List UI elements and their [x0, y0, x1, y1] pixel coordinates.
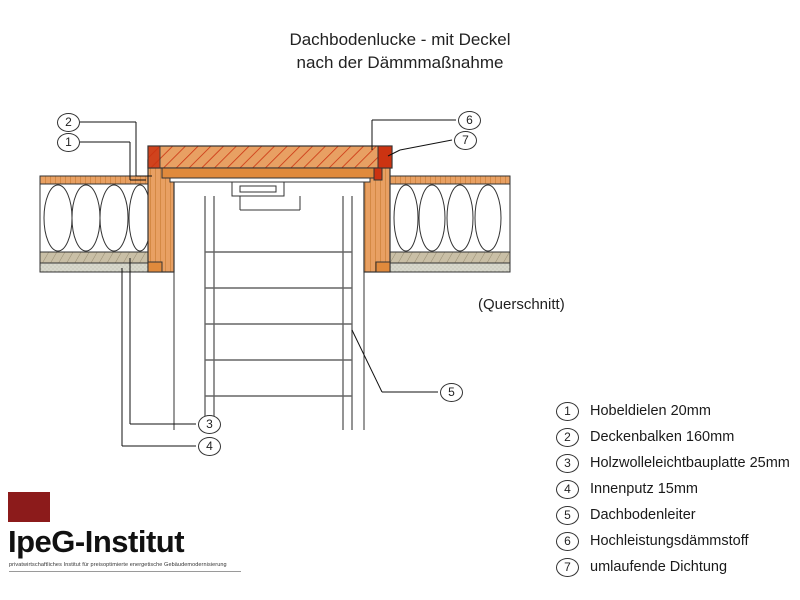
- legend-label: Dachbodenleiter: [590, 507, 696, 523]
- legend-number: 1: [556, 402, 579, 421]
- legend-number: 7: [556, 558, 579, 577]
- legend: [556, 398, 800, 580]
- legend-label: Holzwolleleichtbauplatte 25mm: [590, 455, 790, 471]
- legend-label: Innenputz 15mm: [590, 481, 699, 497]
- legend-label: Deckenbalken 160mm: [590, 429, 735, 445]
- logo: [6, 492, 256, 572]
- legend-item: [556, 450, 800, 476]
- legend-number: 4: [556, 480, 579, 499]
- legend-item: [556, 476, 800, 502]
- legend-item: [556, 424, 800, 450]
- callout-5: 5: [440, 383, 463, 402]
- legend-item: [556, 398, 800, 424]
- legend-number: 6: [556, 532, 579, 551]
- legend-label: Hobeldielen 20mm: [590, 403, 711, 419]
- legend-label: umlaufende Dichtung: [590, 559, 728, 575]
- callout-3: 3: [198, 415, 221, 434]
- callout-1: 1: [57, 133, 80, 152]
- legend-number: 3: [556, 454, 579, 473]
- callout-4: 4: [198, 437, 221, 456]
- title-line-2: nach der Dämmmaßnahme: [296, 53, 504, 72]
- logo-divider: [9, 571, 241, 572]
- logo-tagline: privatwirtschaftliches Institut für preisoptimierte energetische Gebäudemodernisierung: [9, 562, 227, 568]
- title-line-1: Dachbodenlucke - mit Deckel: [289, 30, 511, 49]
- legend-item: [556, 502, 800, 528]
- callout-6: 6: [458, 111, 481, 130]
- legend-number: 2: [556, 428, 579, 447]
- callout-7: 7: [454, 131, 477, 150]
- logo-wordmark: [8, 524, 256, 560]
- view-note: (Querschnitt): [478, 296, 565, 313]
- legend-item: [556, 554, 800, 580]
- legend-label: Hochleistungsdämmstoff: [590, 533, 749, 549]
- legend-number: 5: [556, 506, 579, 525]
- logo-mark-icon: [8, 492, 50, 522]
- legend-item: [556, 528, 800, 554]
- callout-2: 2: [57, 113, 80, 132]
- logo-name-part1: IpeG: [8, 524, 75, 559]
- logo-name-part2: -Institut: [74, 524, 185, 559]
